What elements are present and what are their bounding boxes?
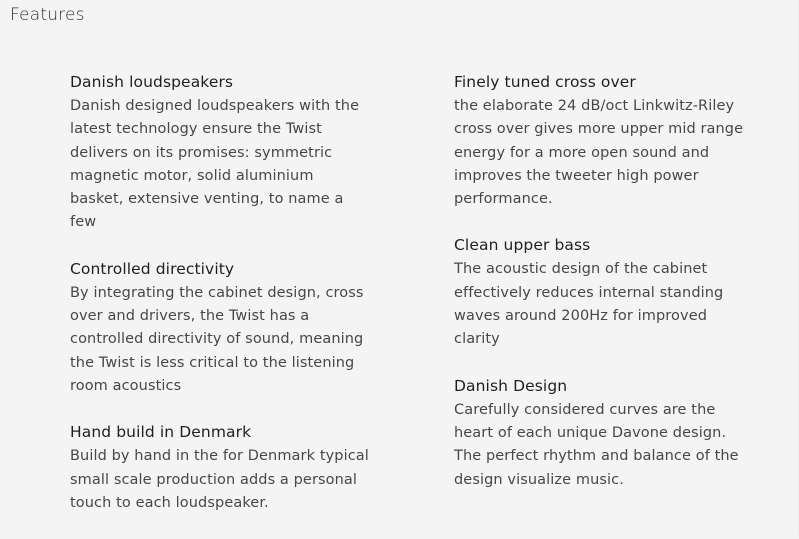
feature-danish-loudspeakers — [70, 72, 370, 235]
feature-description: Build by hand in the for Denmark typical small scale production adds a personal touch to each loudspeaker. — [70, 448, 369, 511]
feature-title: Controlled directivity — [70, 259, 235, 278]
feature-title: Finely tuned cross over — [454, 73, 636, 91]
features-column-left — [70, 72, 370, 539]
feature-controlled-directivity — [70, 259, 370, 398]
feature-title: Danish loudspeakers — [70, 73, 234, 91]
feature-title: Danish Design — [454, 376, 568, 395]
feature-description: Danish designed loudspeakers with the latest technology ensure the Twist delivers on its promises: symmetric magnetic motor, solid aluminium basket, extensive venting, to name a few — [70, 98, 360, 231]
feature-title: Clean upper bass — [454, 236, 591, 255]
feature-description: By integrating the cabinet design, cross over and drivers, the Twist has a controlled directivity of sound, meaning the Twist is less critical to the listening room acoustics — [70, 284, 364, 394]
feature-cross-over — [454, 72, 754, 211]
feature-hand-build — [70, 422, 370, 515]
feature-description: the elaborate 24 dB/oct Linkwitz-Riley cross over gives more upper mid range energy for a more open sound and improves the tweeter high power performance. — [454, 98, 744, 208]
section-title: Features — [10, 5, 85, 25]
feature-title: Hand build in Denmark — [70, 423, 252, 442]
features-column-right — [454, 72, 754, 516]
feature-clean-upper-bass — [454, 235, 754, 351]
feature-description: The acoustic design of the cabinet effectively reduces internal standing waves around 200Hz for improved clarity — [454, 261, 724, 348]
feature-description: Carefully considered curves are the heart of each unique Davone design. The perfect rhythm and balance of the design visualize music. — [454, 401, 739, 488]
feature-danish-design — [454, 376, 754, 492]
